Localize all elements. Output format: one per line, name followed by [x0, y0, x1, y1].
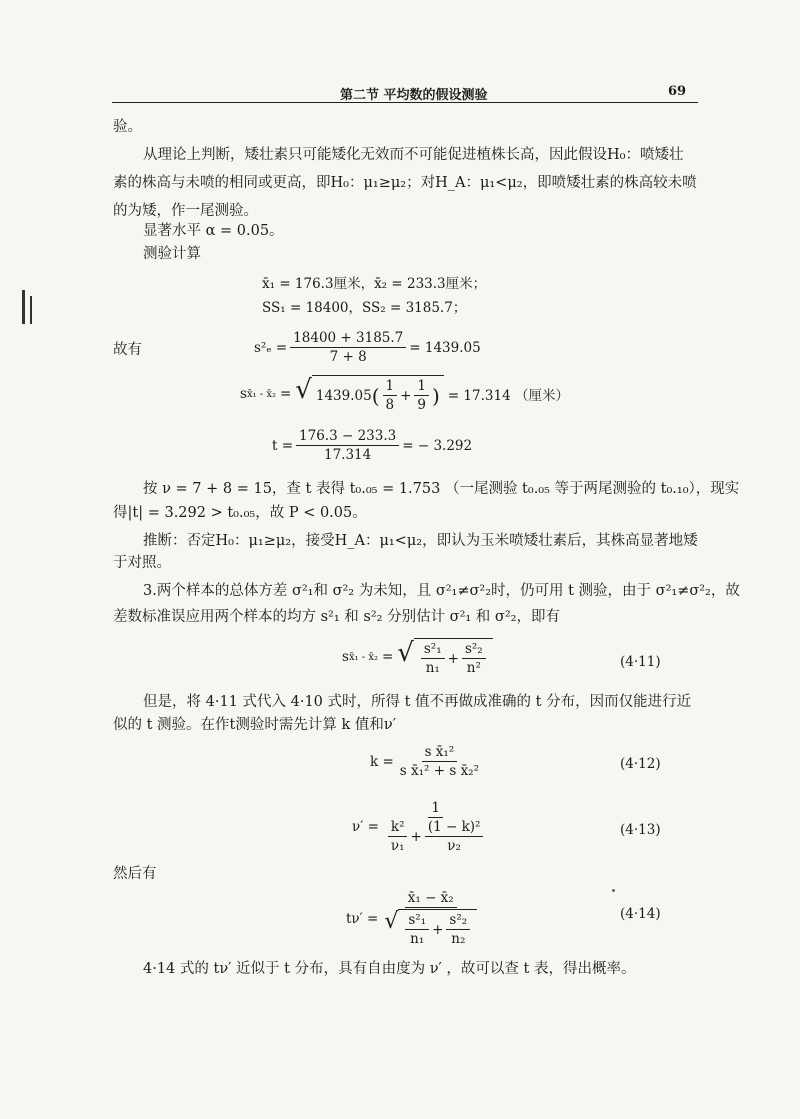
fraction: $\frac{\text{s²₁}}{\text{n₁}}$: [405, 912, 429, 947]
eq-lhs: t =: [272, 437, 294, 454]
paragraph-line: 似的 t 测验。在作t测验时需先计算 k 值和ν′: [113, 717, 396, 733]
text-line: 验。: [113, 119, 142, 135]
paragraph-line: 的为矮，作一尾测验。: [113, 203, 258, 219]
fraction: $\frac{176.3 - 233.3}{17.314}$: [296, 428, 399, 463]
paragraph-line: 差数标准误应用两个样本的均方 s²₁ 和 s²₂ 分别估计 σ²₁ 和 σ²₂，即有: [113, 609, 560, 625]
paragraph-line: 于对照。: [113, 555, 171, 571]
paragraph-line: 得|t| = 3.292 > t₀.₀₅，故 P < 0.05。: [113, 505, 367, 521]
fraction: $\frac{\text{s²₂}}{\text{n₂}}$: [446, 912, 470, 947]
fraction: $\frac{1}{9}$: [414, 378, 429, 413]
margin-mark: [22, 290, 25, 324]
eq-result: = 1439.05: [409, 339, 481, 356]
t-statistic-eq: [272, 428, 472, 463]
paragraph-line: 按 ν = 7 + 8 = 15，查 t 表得 t₀.₀₅ = 1.753 （一尾测验 t₀.₀₅ 等于两尾测验的 t₀.₁₀），现实: [143, 481, 740, 497]
eq-lhs: s²ₑ =: [254, 339, 288, 356]
denominator: 7 + 8: [329, 349, 367, 365]
header-rule: [112, 102, 698, 103]
fraction: [290, 330, 406, 365]
paragraph-line: 从理论上判断，矮壮素只可能矮化无效而不可能促进植株长高，因此假设H₀：喷矮壮: [143, 147, 684, 163]
equation-number: (4·14): [620, 906, 661, 922]
numerator: 18400 + 3185.7: [290, 330, 406, 348]
paragraph-line: 3.两个样本的总体方差 σ²₁和 σ²₂ 为未知，且 σ²₁≠σ²₂时，仍可用 t 测验，由于 σ²₁≠σ²₂，故: [143, 583, 740, 599]
margin-mark: [30, 296, 32, 324]
then-label: 然后有: [113, 866, 157, 882]
equation-4-11: s x̄₁ - x̄₂ = √ $\frac{\text{s²₁}}{\text{n₁}}$ + $\frac{\text{s²₂}}{\text{n²}}$: [342, 638, 493, 676]
eq-lhs: s: [240, 386, 247, 402]
equation-number: (4·13): [620, 822, 661, 838]
eq-subscript: x̄₁ - x̄₂: [246, 388, 276, 400]
equation-4-13: ν′ = 1 $\frac{\text{k²}}{\text{ν₁}}$ + $\frac{\text{(1 − k)²}}{\text{ν₂}}$: [352, 800, 492, 854]
sqrt-coefficient: 1439.05: [315, 387, 372, 404]
fraction: 1 $\frac{\text{k²}}{\text{ν₁}}$ + $\frac{\text{(1 − k)²}}{\text{ν₂}}$: [382, 800, 490, 854]
equation-4-12: k = $\frac{\text{s x̄₁²}}{\text{s x̄₁² + s x̄₂²}}$: [370, 744, 485, 779]
therefore-label: 故有: [113, 342, 142, 358]
means-line: x̄₁ = 176.3厘米，x̄₂ = 233.3厘米；: [262, 276, 487, 292]
fraction: $\frac{\text{s²₂}}{\text{n²}}$: [462, 641, 486, 676]
fraction: $\frac{1}{8}$: [383, 378, 398, 413]
scan-dot: [612, 889, 615, 892]
fraction: $\frac{\text{s²₁}}{\text{n₁}}$: [421, 641, 445, 676]
significance-level: 显著水平 α = 0.05。: [143, 223, 284, 239]
paragraph-line: 但是，将 4·11 式代入 4·10 式时，所得 t 值不再做成准确的 t 分布，因而仅能进行近: [143, 694, 692, 710]
fraction: $\frac{\text{(1 − k)²}}{\text{ν₂}}$: [425, 819, 484, 854]
eq-result: = 17.314 （厘米）: [447, 388, 569, 404]
equation-number: (4·12): [620, 756, 661, 772]
standard-error-eq: s x̄₁ - x̄₂ = √ 1439.05 ( $\frac{1}{8}$ + $\frac{1}{9}$ ) = 17.314 （厘米）: [240, 375, 569, 413]
eq-result: = − 3.292: [402, 437, 473, 454]
fraction: $\frac{\text{s x̄₁²}}{\text{s x̄₁² + s x̄₂²}}$: [399, 744, 480, 779]
square-root: √ $\frac{\text{s²₁}}{\text{n₁}}$ + $\frac{\text{s²₂}}{\text{n²}}$: [397, 638, 492, 676]
square-root: √ 1439.05 ( $\frac{1}{8}$ + $\frac{1}{9}$ ): [295, 375, 444, 413]
page-number: 69: [668, 84, 687, 99]
fraction: x̄₁ − x̄₂ √ $\frac{\text{s²₁}}{\text{n₁}}$ + $\frac{\text{s²₂}}{\text{n₂}}$: [381, 890, 480, 947]
ss-line: SS₁ = 18400，SS₂ = 3185.7；: [262, 300, 467, 316]
paragraph-line: 推断：否定H₀：μ₁≥μ₂，接受H_A：μ₁<μ₂，即认为玉米喷矮壮素后，其株高显著地矮: [143, 533, 698, 549]
pooled-variance-eq: [254, 330, 481, 365]
fraction: $\frac{\text{k²}}{\text{ν₁}}$: [388, 819, 408, 854]
calc-heading: 测验计算: [143, 246, 201, 262]
equation-number: (4·11): [620, 654, 661, 670]
equation-4-14: tν′ = x̄₁ − x̄₂ √ $\frac{\text{s²₁}}{\text{n₁}}$ + $\frac{\text{s²₂}}{\text{n₂}}$: [346, 890, 483, 947]
paragraph-line: 素的株高与未喷的相同或更高，即H₀：μ₁≥μ₂；对H_A：μ₁<μ₂，即喷矮壮素的株高较未喷: [113, 175, 697, 191]
square-root: √ $\frac{\text{s²₁}}{\text{n₁}}$ + $\frac{\text{s²₂}}{\text{n₂}}$: [384, 909, 477, 947]
paragraph-line: 4·14 式的 tν′ 近似于 t 分布，具有自由度为 ν′ ，故可以查 t 表，得出概率。: [143, 961, 636, 977]
running-header: 第二节 平均数的假设测验: [340, 88, 488, 103]
